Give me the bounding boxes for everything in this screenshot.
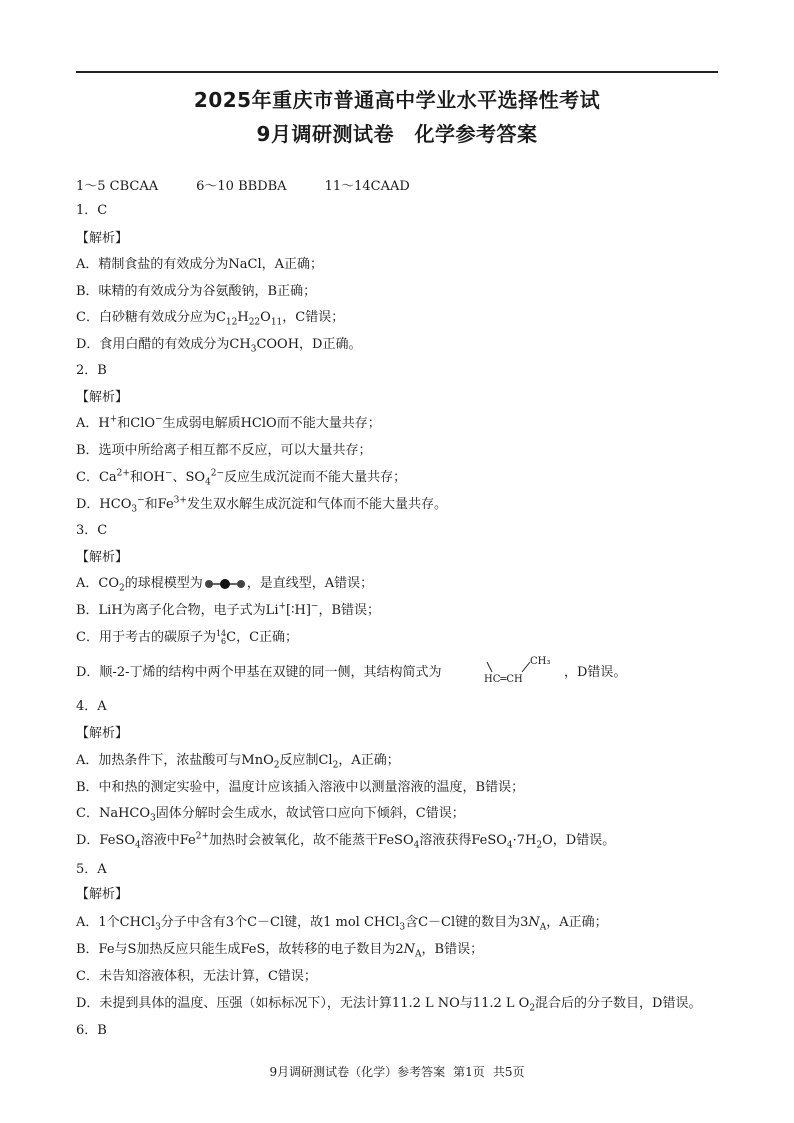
- answer-key-2: 6～10 BBDBA: [196, 179, 287, 194]
- analysis-label: 【解析】: [76, 550, 129, 565]
- q1-option-a: A．精制食盐的有效成分为NaCl，A正确；: [76, 257, 324, 272]
- analysis-label: 【解析】: [76, 726, 129, 741]
- page-subtitle: 9月调研测试卷 化学参考答案: [256, 122, 538, 146]
- answer-key-3: 11～14CAAD: [324, 179, 410, 194]
- page-title: 2025年重庆市普通高中学业水平选择性考试: [193, 88, 601, 112]
- q6-number: 6．B: [76, 1023, 107, 1038]
- q1-option-d: D．食用白醋的有效成分为$CH_3COOH$，D正确。: [76, 337, 362, 355]
- q2-option-a: A．H+和ClO−生成弱电解质HClO而不能大量共存；: [76, 414, 381, 431]
- q3-option-d: D．顺-2-丁烯的结构中两个甲基在双键的同一侧，其结构简式为: [76, 665, 442, 680]
- co2-ball-stick-model-icon: [203, 578, 247, 590]
- q4-number: 4．A: [76, 699, 107, 714]
- q3-option-a: A．$CO_2$的球棍模型为 ，是直线型，A错误；: [76, 576, 374, 594]
- analysis-label: 【解析】: [76, 887, 129, 902]
- q2-option-d: D．$HCO_3^-$和$Fe^{3+}$发生双水解生成沉淀和气体而不能大量共存。: [76, 495, 447, 515]
- answer-key: [76, 178, 448, 196]
- q3-option-d-end: ，D错误。: [564, 665, 627, 680]
- q4-option-d: D．FeSO$_4$溶液中$Fe^{2+}$加热时会被氧化，故不能蒸干FeSO$_4$溶液获得$FeSO_4\cdot 7H_2O$，D错误。: [76, 831, 616, 851]
- answer-key-1: 1～5 CBCAA: [76, 179, 159, 194]
- q1-option-c: C．白砂糖有效成分应为$C_{12}H_{22}O_{11}$，C错误；: [76, 310, 345, 328]
- q5-number: 5．A: [76, 862, 107, 877]
- footer-page-total: 共5页: [492, 1065, 525, 1079]
- q1-number: 1．C: [76, 203, 108, 218]
- q1-option-b: B．味精的有效成分为谷氨酸钠，B正确；: [76, 284, 317, 299]
- q4-option-c: C．NaHCO$_3$固体分解时会生成水，故试管口应向下倾斜，C错误；: [76, 806, 465, 824]
- q2-option-c: C．$Ca^{2+}$和OH−、$SO_4^{2-}$反应生成沉淀而不能大量共存；: [76, 468, 407, 488]
- footer-page-number: 第1页: [453, 1065, 485, 1079]
- analysis-label: 【解析】: [76, 231, 129, 246]
- q2-option-b: B．选项中所给离子相互都不反应，可以大量共存；: [76, 443, 372, 458]
- q3-option-b: B．LiH为离子化合物，电子式为Li+[∶H]−，B错误；: [76, 601, 381, 618]
- analysis-label: 【解析】: [76, 390, 129, 405]
- q4-option-b: B．中和热的测定实验中，温度计应该插入溶液中以测量溶液的温度，B错误；: [76, 780, 525, 795]
- q3-option-c: C．用于考古的碳原子为 14 6 C，C正确；: [76, 628, 299, 646]
- q5-option-d: D．未提到具体的温度、压强（如标标况下），无法计算11.2 L NO与11.2 L $O_2$混合后的分子数目，D错误。: [76, 996, 702, 1014]
- q3-number: 3．C: [76, 523, 108, 538]
- header-rule: [76, 71, 718, 73]
- q5-option-b: B．Fe与S加热反应只能生成FeS，故转移的电子数目为$2N_A$，B错误；: [76, 942, 484, 960]
- q5-option-c: C．未告知溶液体积，无法计算，C错误；: [76, 969, 317, 984]
- q5-option-a: A．1个CHCl$_3$分子中含有3个C－Cl键，故1 mol CHCl$_3$含C－Cl键的数目为$3N_A$，A正确；: [76, 915, 608, 933]
- q2-number: 2．B: [76, 363, 107, 378]
- q4-option-a: A．加热条件下，浓盐酸可与MnO$_2$反应制$Cl_2$，A正确；: [76, 753, 400, 771]
- footer-doc-title: 9月调研测试卷（化学）参考答案: [269, 1065, 446, 1079]
- page-footer: [0, 1063, 794, 1080]
